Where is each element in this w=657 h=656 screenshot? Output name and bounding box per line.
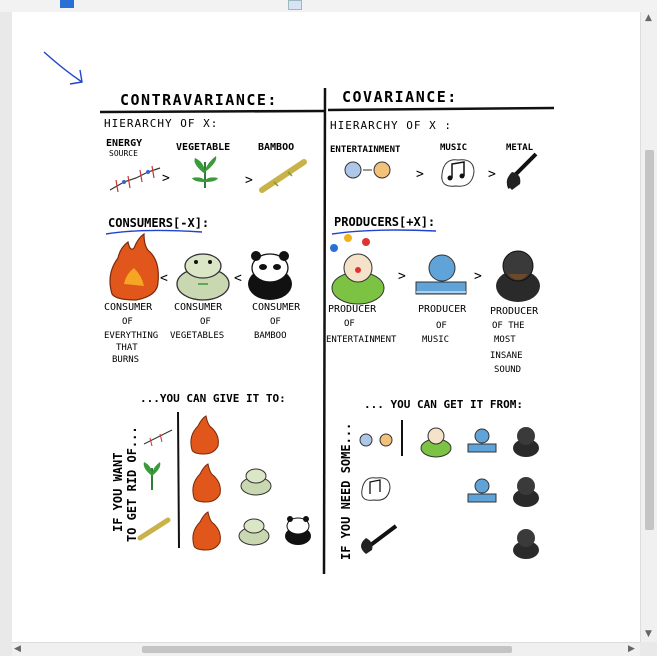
vertical-scrollbar[interactable] — [640, 12, 657, 642]
scroll-left-icon[interactable]: ◀ — [14, 644, 21, 654]
music-note-icon — [442, 160, 474, 187]
get-metal-3 — [513, 529, 539, 559]
get-label: ... YOU CAN GET IT FROM: — [364, 398, 523, 411]
lt-3: < — [160, 271, 168, 286]
consumer-fire-l5: BURNS — [112, 355, 140, 365]
consumer-bamboo-l1: CONSUMER — [252, 302, 301, 313]
producer-music-l2: OF — [436, 321, 447, 331]
scroll-right-icon[interactable]: ▶ — [628, 644, 635, 654]
music-producer-icon — [416, 255, 466, 294]
left-panel-edge — [0, 12, 12, 642]
producer-metal-l4: INSANE — [490, 351, 523, 361]
consumers-underline — [106, 230, 202, 234]
energy-molecule-icon — [110, 166, 160, 192]
row2-sprout-icon — [144, 462, 161, 490]
consumer-fire-l1: CONSUMER — [104, 302, 153, 313]
left-hierarchy-label: HIERARCHY OF X: — [104, 117, 219, 130]
consumer-bamboo-l3: BAMBOO — [254, 331, 287, 341]
give-fire-2 — [193, 464, 221, 502]
color-swatch-icon[interactable] — [60, 0, 74, 8]
give-fire-1 — [191, 416, 219, 454]
scroll-down-icon[interactable]: ▼ — [645, 629, 652, 639]
gt-3: > — [398, 269, 406, 284]
vertical-scroll-thumb[interactable] — [645, 150, 654, 530]
producer-ent-l1: PRODUCER — [328, 304, 377, 315]
pen-tool-icon[interactable] — [288, 0, 302, 10]
get-metal-2 — [513, 477, 539, 507]
center-divider — [324, 88, 325, 574]
brush-tool-icon[interactable] — [320, 0, 332, 8]
producer-metal-l2: OF THE — [492, 321, 525, 331]
consumer-fire-l3: EVERYTHING — [104, 331, 159, 341]
consumer-bamboo-l2: OF — [270, 317, 281, 327]
row3-bamboo-icon — [140, 520, 168, 538]
give-dough-1 — [241, 469, 271, 495]
get-music-producer-2 — [468, 479, 496, 502]
producers-underline — [332, 230, 436, 234]
panda-consumer-icon — [248, 251, 292, 300]
consumer-fire-l4: THAT — [116, 343, 138, 353]
lt-2: > — [245, 173, 253, 188]
horizontal-scrollbar[interactable] — [12, 642, 640, 656]
give-fire-3 — [193, 512, 221, 550]
drawing-canvas[interactable] — [12, 12, 640, 642]
right-hierarchy-label: HIERARCHY OF X : — [330, 119, 452, 132]
entertainment-label: ENTERTAINMENT — [330, 145, 401, 155]
give-label: ...YOU CAN GIVE IT TO: — [140, 392, 286, 405]
fire-consumer-icon — [110, 234, 158, 300]
producer-music-l1: PRODUCER — [418, 304, 467, 315]
give-table-divider — [178, 412, 179, 548]
bamboo-stick-icon — [262, 162, 304, 190]
consumer-veg-l1: CONSUMER — [174, 302, 223, 313]
energy-label-1: ENERGY — [106, 138, 143, 149]
gt-4: > — [474, 269, 482, 284]
horizontal-scroll-thumb[interactable] — [142, 646, 512, 653]
clown-producer-icon — [330, 234, 384, 304]
consumer-veg-l2: OF — [200, 317, 211, 327]
scroll-up-icon[interactable]: ▲ — [645, 13, 652, 23]
producer-metal-l1: PRODUCER — [490, 306, 539, 317]
contravariance-title: CONTRAVARIANCE: — [120, 91, 278, 109]
music-label: MUSIC — [440, 143, 468, 153]
guitar-icon — [507, 154, 536, 190]
energy-label-2: SOURCE — [109, 149, 138, 158]
lt-4: < — [234, 271, 242, 286]
producer-metal-l3: MOST — [494, 335, 516, 345]
consumer-veg-l3: VEGETABLES — [170, 331, 225, 341]
get-row2-note — [362, 478, 390, 501]
producer-metal-l5: SOUND — [494, 365, 522, 375]
give-dough-2 — [239, 519, 269, 545]
producers-label: PRODUCERS[+X]: — [334, 215, 436, 229]
vegetable-consumer-icon — [177, 254, 229, 300]
covariance-title: COVARIANCE: — [342, 88, 458, 106]
metal-label: METAL — [506, 143, 534, 153]
pen-arrow-icon — [44, 52, 82, 84]
get-row3-guitar — [361, 526, 396, 554]
get-clown — [421, 428, 451, 457]
masks-icon — [345, 162, 390, 178]
producer-music-l3: MUSIC — [422, 335, 450, 345]
producer-ent-l3: ENTERTAINMENT — [326, 335, 397, 345]
get-metal-1 — [513, 427, 539, 457]
get-music-producer-1 — [468, 429, 496, 452]
sketch — [12, 12, 640, 642]
rid-label-2: TO GET RID OF... — [125, 426, 139, 542]
gt-2: > — [488, 167, 496, 182]
need-label: IF YOU NEED SOME... — [339, 422, 353, 560]
give-panda — [285, 516, 311, 545]
vegetable-sprout-icon — [192, 156, 218, 188]
consumer-fire-l2: OF — [122, 317, 133, 327]
producer-ent-l2: OF — [344, 319, 355, 329]
metal-producer-icon — [496, 251, 540, 302]
vegetable-label: VEGETABLE — [176, 142, 231, 153]
get-row1-masks — [360, 434, 392, 446]
bamboo-label: BAMBOO — [258, 142, 295, 153]
rid-label-1: IF YOU WANT — [111, 452, 125, 532]
gt-1: > — [416, 167, 424, 182]
consumers-label: CONSUMERS[-X]: — [108, 216, 210, 230]
lt-1: > — [162, 171, 170, 186]
row1-molecule-icon — [144, 430, 172, 446]
